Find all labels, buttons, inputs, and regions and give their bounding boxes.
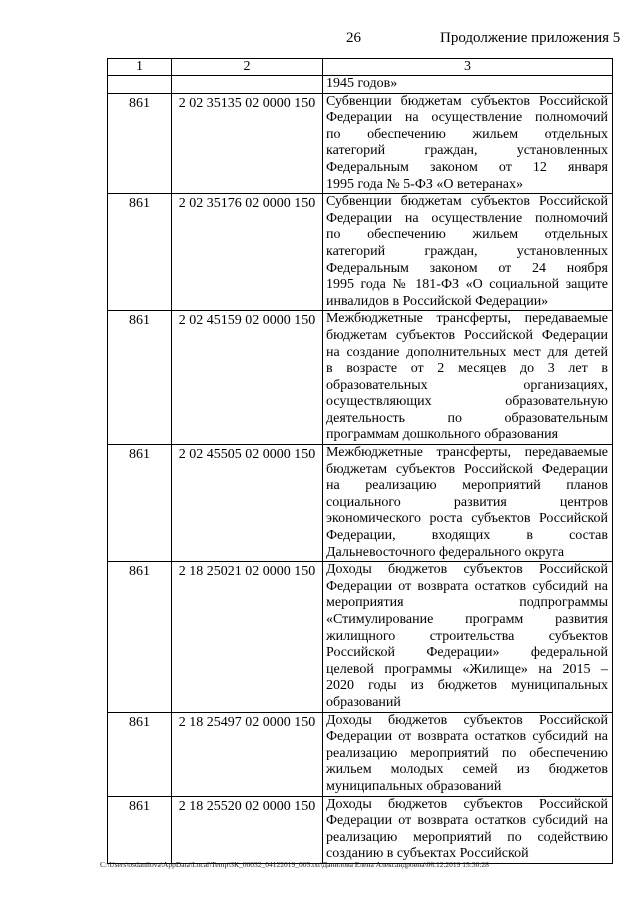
description-line: Федеральным законом от 12 января	[326, 159, 608, 175]
description-cell	[323, 93, 613, 194]
description-line: Российской Федерации» федеральной	[326, 645, 608, 661]
page-caption: Продолжение приложения 5	[440, 30, 621, 46]
description-line: жильем молодых семей из бюджетов	[326, 762, 608, 778]
description-line: на создание дополнительных мест для детей	[326, 344, 608, 360]
table-row	[108, 93, 613, 194]
description-line: Межбюджетные трансферты, передаваемые	[326, 311, 608, 327]
description-line: 2020 годы из бюджетов муниципальных	[326, 678, 608, 694]
description-line: Федерации на осуществление полномочий	[326, 210, 608, 226]
description-cell	[323, 445, 613, 562]
empty-cell	[172, 76, 323, 94]
column-number: 2	[172, 59, 323, 76]
table-row	[108, 311, 613, 445]
description-line: Федерации от возврата остатков субсидий на	[326, 813, 608, 829]
description-line: программам дошкольного образования	[326, 427, 559, 443]
admin-code-cell: 861	[108, 311, 172, 445]
description-line: социального развития центров	[326, 494, 608, 510]
description-cell	[323, 311, 613, 445]
description-line: Доходы бюджетов субъектов Российской	[326, 712, 608, 728]
description-line: Доходы бюджетов субъектов Российской	[326, 796, 608, 812]
description-line: Федерации от возврата остатков субсидий на	[326, 578, 608, 594]
description-line: реализацию мероприятий по содействию	[326, 829, 608, 845]
description-line: деятельность по образовательным	[326, 410, 608, 426]
description-line: Дальневосточного федерального округа	[326, 544, 565, 560]
revenue-code-cell: 2 18 25021 02 0000 150	[172, 562, 323, 712]
revenue-code-cell: 2 02 45505 02 0000 150	[172, 445, 323, 562]
description-line: категорий граждан, установленных	[326, 143, 608, 159]
description-line: целевой программы «Жилище» на 2015 –	[326, 661, 608, 677]
description-line: бюджетам субъектов Российской Федерации	[326, 327, 608, 343]
revenue-code-cell: 2 02 35135 02 0000 150	[172, 93, 323, 194]
description-line: Субвенции бюджетам субъектов Российской	[326, 93, 608, 109]
description-cell	[323, 194, 613, 311]
table-row	[108, 712, 613, 796]
continuation-row	[108, 76, 613, 94]
column-number: 3	[323, 59, 613, 76]
description-line: Субвенции бюджетам субъектов Российской	[326, 194, 608, 210]
column-number: 1	[108, 59, 172, 76]
description-line: экономического роста субъектов Российской	[326, 511, 608, 527]
description-line: Межбюджетные трансферты, передаваемые	[326, 445, 608, 461]
description-line: Федерации от возврата остатков субсидий на	[326, 729, 608, 745]
document-path-footer: C:\Users\osdanilova\AppData\Local\Temp\ЗК_00032_04122019_005.txt\Данилова Елена Александровна\06.12.2019 15:30:28	[100, 860, 489, 869]
description-cell	[323, 712, 613, 796]
admin-code-cell: 861	[108, 562, 172, 712]
table-row	[108, 194, 613, 311]
column-number-row	[108, 59, 613, 76]
description-line: муниципальных образований	[326, 778, 502, 794]
description-line: созданию в субъектах Российской	[326, 846, 529, 862]
description-line: Федеральным законом от 24 ноября	[326, 260, 608, 276]
description-line: мероприятия подпрограммы	[326, 595, 608, 611]
description-cell	[323, 562, 613, 712]
table-row	[108, 562, 613, 712]
page-number: 26	[346, 30, 361, 46]
description-line: инвалидов в Российской Федерации»	[326, 293, 549, 309]
description-line: по обеспечению жильем отдельных	[326, 126, 608, 142]
table-row	[108, 445, 613, 562]
description-line: 1995 года № 181-ФЗ «О социальной защите	[326, 277, 608, 293]
description-line: по обеспечению жильем отдельных	[326, 227, 608, 243]
admin-code-cell: 861	[108, 445, 172, 562]
description-line: на реализацию мероприятий планов	[326, 478, 608, 494]
description-line: «Стимулирование программ развития	[326, 612, 608, 627]
description-line: жилищного строительства субъектов	[326, 628, 608, 644]
continuation-cell	[323, 76, 613, 94]
admin-code-cell: 861	[108, 712, 172, 796]
description-line: в возрасте от 2 месяцев до 3 лет в	[326, 361, 608, 377]
description-cell	[323, 796, 613, 863]
description-line: Федерации на осуществление полномочий	[326, 110, 608, 126]
description-line: категорий граждан, установленных	[326, 243, 608, 259]
description-line: образовательных организациях,	[326, 377, 608, 393]
description-line: осуществляющих образовательную	[326, 394, 608, 410]
empty-cell	[108, 76, 172, 94]
description-line: Федерации, входящих в состав	[326, 528, 608, 544]
revenue-code-cell: 2 18 25497 02 0000 150	[172, 712, 323, 796]
description-line: Доходы бюджетов субъектов Российской	[326, 562, 608, 578]
revenue-codes-table	[107, 58, 613, 864]
description-line: образований	[326, 694, 401, 710]
description-line: 1995 года № 5-ФЗ «О ветеранах»	[326, 176, 524, 192]
table-row	[108, 796, 613, 863]
admin-code-cell: 861	[108, 194, 172, 311]
revenue-code-cell: 2 02 45159 02 0000 150	[172, 311, 323, 445]
admin-code-cell: 861	[108, 796, 172, 863]
description-line: бюджетам субъектов Российской Федерации	[326, 461, 608, 477]
revenue-code-cell: 2 18 25520 02 0000 150	[172, 796, 323, 863]
admin-code-cell: 861	[108, 93, 172, 194]
continuation-text: 1945 годов»	[326, 76, 398, 91]
revenue-code-cell: 2 02 35176 02 0000 150	[172, 194, 323, 311]
description-line: реализацию мероприятий по обеспечению	[326, 745, 608, 761]
